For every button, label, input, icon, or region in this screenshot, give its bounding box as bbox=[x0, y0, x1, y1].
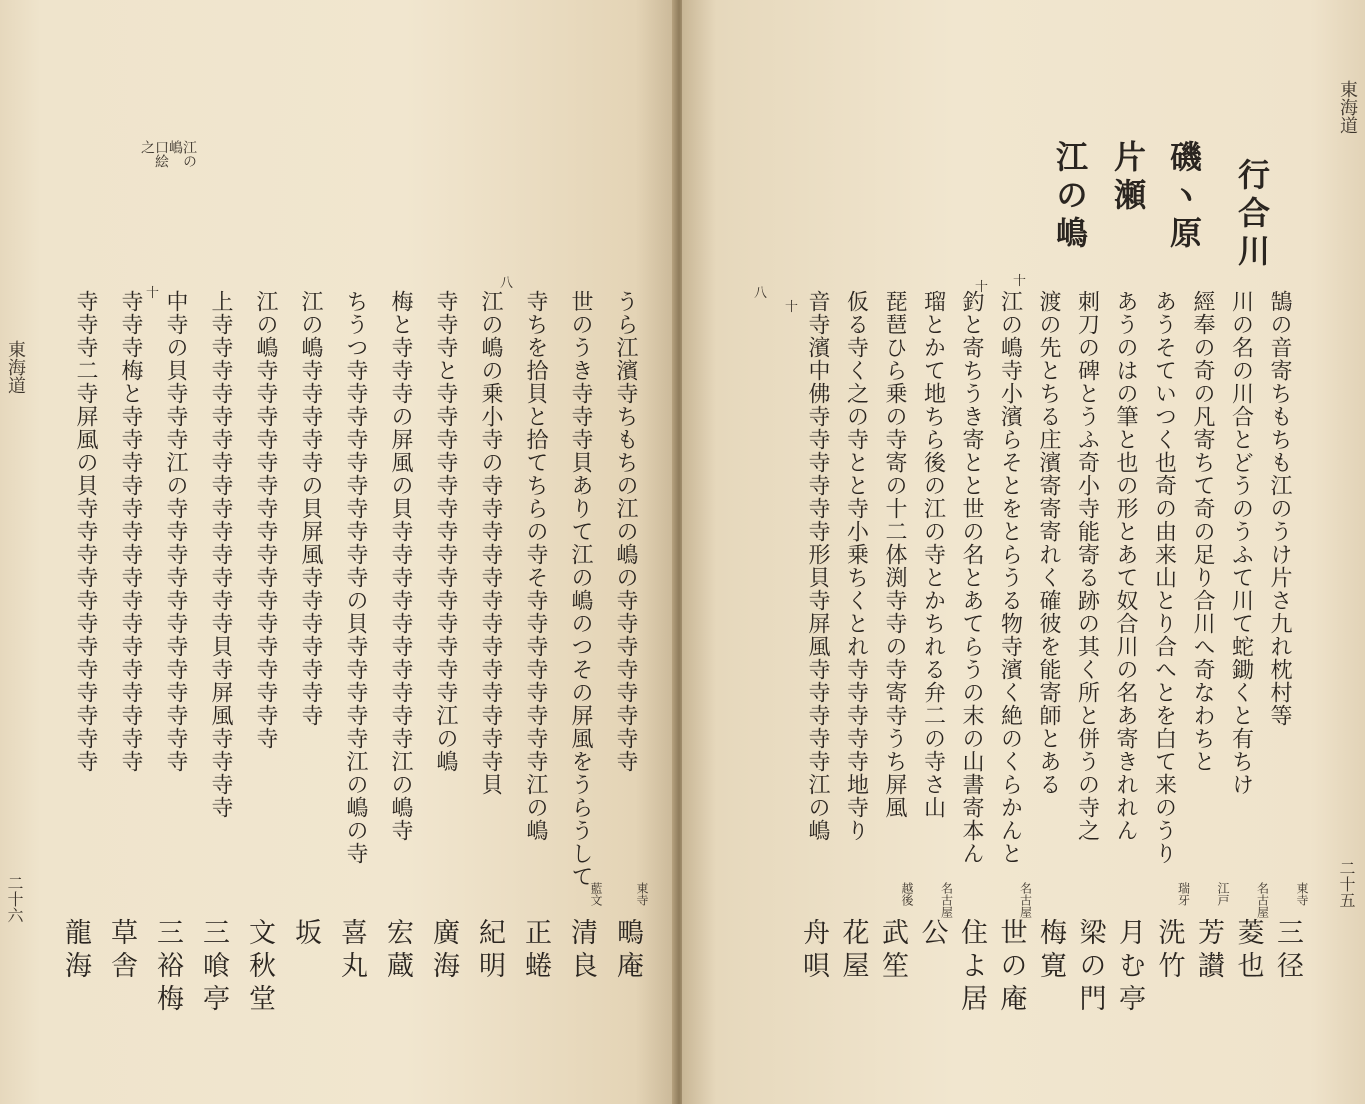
verse-line: 音寺濱中佛寺寺寺寺寺寺形貝寺屏風寺寺寺寺寺江の嶋 bbox=[805, 290, 830, 842]
right-page-mark: 十 bbox=[975, 280, 989, 295]
verse-line: 渡の先とちる庄濱寄寄寄れく確彼を能寄師とある bbox=[1036, 290, 1061, 796]
marginal-note: 江の嶋 口絵之 bbox=[139, 140, 197, 168]
poet-name: 宏蔵 bbox=[382, 918, 413, 984]
verse-line: 江の嶋の乗小寺の寺寺寺寺寺寺寺寺寺寺寺寺寺貝 bbox=[478, 290, 503, 796]
verse-line: 寺ちを拾貝と拾てちらの寺そ寺寺寺寺寺寺寺寺江の嶋 bbox=[523, 290, 548, 842]
verse-line: 刺刀の碑とうふ奇小寺能寄る跡の其く所と併うの寺之 bbox=[1074, 290, 1100, 842]
verse-line: 江の嶋寺寺寺寺寺寺寺寺寺寺寺寺寺寺寺寺寺 bbox=[253, 290, 278, 750]
verse-line: あうそていつく也奇の由来山とり合へとを白て来のうり bbox=[1151, 290, 1177, 865]
poet-location-note: 東寺 bbox=[1295, 882, 1309, 906]
poet-name: 世の庵 bbox=[995, 918, 1027, 1017]
verse-line: 寺寺寺二寺屏風の貝寺寺寺寺寺寺寺寺寺寺寺寺 bbox=[73, 290, 98, 773]
verse-line: 上寺寺寺寺寺寺寺寺寺寺寺寺寺寺貝寺屏風寺寺寺寺 bbox=[208, 290, 233, 819]
place-title-yukiaigawa: 行合川 bbox=[1233, 158, 1271, 272]
right-page-header: 東海道 bbox=[1337, 80, 1358, 134]
poet-name: 鴫庵 bbox=[612, 918, 643, 984]
left-page-mark: 八 bbox=[500, 276, 514, 291]
poet-location-note: 東寺 bbox=[635, 882, 649, 906]
right-page-mark: 十 bbox=[1013, 274, 1027, 289]
poet-name: 紀明 bbox=[474, 918, 505, 984]
verse-line: 鵠の音寄ちもちも江のうけ片さ九れ枕村等 bbox=[1267, 290, 1292, 727]
poet-name: 舟唄 bbox=[798, 918, 829, 984]
poet-name: 住よ居 bbox=[956, 918, 987, 1017]
poet-name: 正蜷 bbox=[520, 918, 551, 984]
poet-name: 三径 bbox=[1272, 918, 1303, 984]
verse-line: 瑠とかて地ちら後の江の寺とかちれる弁二の寺さ山 bbox=[920, 290, 946, 819]
poet-name: 清良 bbox=[566, 918, 597, 984]
verse-line: 江の嶋寺寺寺寺寺の貝屏風寺寺寺寺寺寺寺 bbox=[298, 290, 323, 727]
verse-line: 釣と寄ちうき寄とと世の名とあてらうの末の山書寄本ん bbox=[959, 290, 984, 865]
poet-name: 廣海 bbox=[428, 918, 459, 984]
verse-line: 仮る寺く之の寺とと寺小乗ちくとれ寺寺寺寺寺地寺り bbox=[843, 290, 869, 842]
verse-line: 梅と寺寺寺の屏風の貝寺寺寺寺寺寺寺寺寺寺江の嶋寺 bbox=[388, 290, 413, 842]
poet-name: 草舎 bbox=[106, 918, 137, 984]
poet-name: 坂 bbox=[290, 918, 321, 951]
poet-name: 菱也 bbox=[1232, 918, 1264, 984]
verse-line: 中寺の貝寺寺寺江の寺寺寺寺寺寺寺寺寺寺寺寺 bbox=[163, 290, 188, 773]
poet-name: 芳讃 bbox=[1193, 918, 1224, 984]
place-title-katase: 片瀬 bbox=[1109, 140, 1147, 216]
verse-line: 世のうき寺寺寺貝ありて江の嶋のつその屏風をうらうして bbox=[568, 290, 593, 888]
verse-line: 琵琶ひら乗の寺寄の十二体渕寺寺の寺寄寺うち屏風 bbox=[882, 290, 907, 819]
poet-name: 洗竹 bbox=[1153, 918, 1185, 984]
right-page-mark: 十 bbox=[785, 300, 799, 315]
verse-line: 川の名の川合とどうのうふて川て蛇鋤くと有ちけ bbox=[1228, 290, 1254, 796]
poet-location-note: 藍文 bbox=[589, 882, 603, 906]
left-page-folio: 二十六 bbox=[5, 875, 24, 923]
poet-name: 三裕梅 bbox=[152, 918, 183, 1017]
poet-location-note: 名古屋 bbox=[1018, 882, 1033, 918]
verse-line: ちうつ寺寺寺寺寺寺寺寺寺寺の貝寺寺寺寺寺江の嶋の寺 bbox=[343, 290, 368, 865]
verse-line: うら江濱寺ちもちの江の嶋の寺寺寺寺寺寺寺寺 bbox=[613, 290, 638, 773]
poet-name: 喜丸 bbox=[336, 918, 367, 984]
poet-name: 月む亭 bbox=[1114, 918, 1145, 1017]
poet-location-note: 越後 bbox=[900, 882, 914, 906]
verse-line: 寺寺寺と寺寺寺寺寺寺寺寺寺寺寺寺寺寺江の嶋 bbox=[433, 290, 458, 773]
verse-line: 江の嶋寺小濱らそとをとらうる物寺濱く絶のくらかんと bbox=[997, 290, 1023, 865]
poet-name: 公 bbox=[916, 918, 948, 951]
verse-line: あうのはの筆と也の形とあて奴合川の名あ寄きれれん bbox=[1113, 290, 1138, 842]
poet-name: 梁の門 bbox=[1074, 918, 1106, 1017]
poet-name: 花屋 bbox=[837, 918, 869, 984]
left-page bbox=[0, 0, 676, 1104]
poet-name: 三喰亭 bbox=[198, 918, 229, 1017]
left-page-header: 東海道 bbox=[5, 340, 26, 394]
poet-location-note: 江戸 bbox=[1216, 882, 1230, 906]
poet-name: 梅寛 bbox=[1035, 918, 1066, 984]
poet-location-note: 名古屋 bbox=[1255, 882, 1270, 918]
verse-line: 經奉の奇の凡寄ちて奇の足り合川へ奇なわちと bbox=[1190, 290, 1215, 773]
poet-name: 文秋堂 bbox=[244, 918, 275, 1017]
right-page-mark: 八 bbox=[754, 286, 768, 301]
place-title-enoshima: 江の嶋 bbox=[1051, 140, 1089, 254]
right-page-folio: 二十五 bbox=[1337, 860, 1356, 908]
poet-location-note: 瑞牙 bbox=[1176, 882, 1191, 906]
right-page bbox=[682, 0, 1365, 1104]
poet-name: 武笙 bbox=[877, 918, 908, 984]
left-page-mark: 十 bbox=[146, 286, 160, 301]
verse-line: 寺寺寺梅と寺寺寺寺寺寺寺寺寺寺寺寺寺寺寺寺 bbox=[118, 290, 143, 773]
poet-location-note: 名古屋 bbox=[939, 882, 954, 918]
poet-name: 龍海 bbox=[60, 918, 91, 984]
place-title-isogahara: 磯ヽ原 bbox=[1165, 140, 1203, 254]
